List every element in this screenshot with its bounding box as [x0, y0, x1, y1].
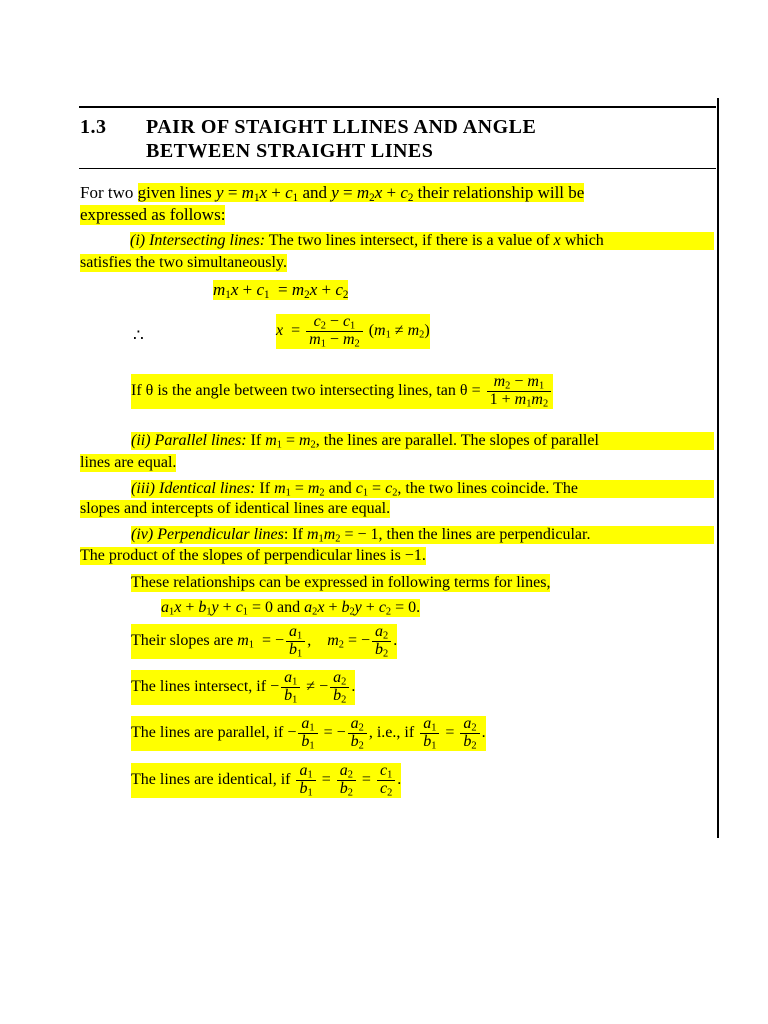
general-equations: $a_1x + b_1y + c_1 = 0$ and $a_2x + b_2y + c_2 = 0$. [161, 599, 421, 618]
equation-intersect: $m_1x + c_1 = m_2x + c_2$ [213, 280, 349, 301]
section-title-line2: BETWEEN STRAIGHT LINES [146, 140, 434, 162]
top-rule [79, 106, 716, 108]
intro-line1: For two given lines $y = m_1x + c_1$ and $y = m_2x + c_2$ their relationship will be [80, 183, 585, 204]
parallel-condition: The lines are parallel, if − $\frac{a_1}{b_1}$ = − $\frac{a_2}{b_2}$ , i.e., if $\frac{a_1}{b_1}$ = $\frac{a_2}{b_2}$ . [131, 715, 486, 752]
angle-formula: If θ is the angle between two intersecting lines, tan θ = $\frac{m_2 - m_1}{1 + m_1m_2}$ [131, 374, 553, 409]
section-title-line1: PAIR OF STAIGHT LLINES AND ANGLE [146, 116, 537, 138]
intersect-condition: The lines intersect, if − $\frac{a_1}{b_1}$ ≠ − $\frac{a_2}{b_2}$ . [131, 669, 356, 706]
identical-line2: slopes and intercepts of identical lines are equal. [80, 500, 391, 517]
identical-condition: The lines are identical, if $\frac{a_1}{b_1}$ = $\frac{a_2}{b_2}$ = $\frac{c_1}{c_2}$ . [131, 762, 402, 799]
therefore-symbol: ∴ [133, 326, 144, 345]
parallel-line2: lines are equal. [80, 454, 177, 471]
perpendicular-line2: The product of the slopes of perpendicular lines is −1. [80, 547, 426, 564]
heading-bottom-rule [79, 168, 716, 169]
general-intro: These relationships can be expressed in following terms for lines, [131, 574, 551, 591]
right-margin-rule [717, 98, 719, 838]
parallel-line1: (ii) Parallel lines: If $m_1 = m_2$, the lines are parallel. The slopes of parallel [131, 432, 714, 450]
perpendicular-line1: (iv) Perpendicular lines: If $m_1m_2$ = − 1, then the lines are perpendicular. [131, 526, 714, 544]
intro-line2: expressed as follows: [80, 205, 226, 224]
intersecting-line1: (i) Intersecting lines: The two lines intersect, if there is a value of x which [130, 232, 714, 250]
intersecting-line2: satisfies the two simultaneously. [80, 254, 287, 271]
section-number: 1.3 [80, 116, 107, 138]
equation-x: x = $\frac{c_2 - c_1}{m_1 - m_2}$ $(m_1 \ne m_2)$ [276, 313, 430, 350]
slopes-formula: Their slopes are $m_1$ = − $\frac{a_1}{b_1}$ , $m_2$ = − $\frac{a_2}{b_2}$ . [131, 623, 398, 660]
identical-line1: (iii) Identical lines: If $m_1 = m_2$ and $c_1 = c_2$, the two lines coincide. The [131, 480, 714, 498]
